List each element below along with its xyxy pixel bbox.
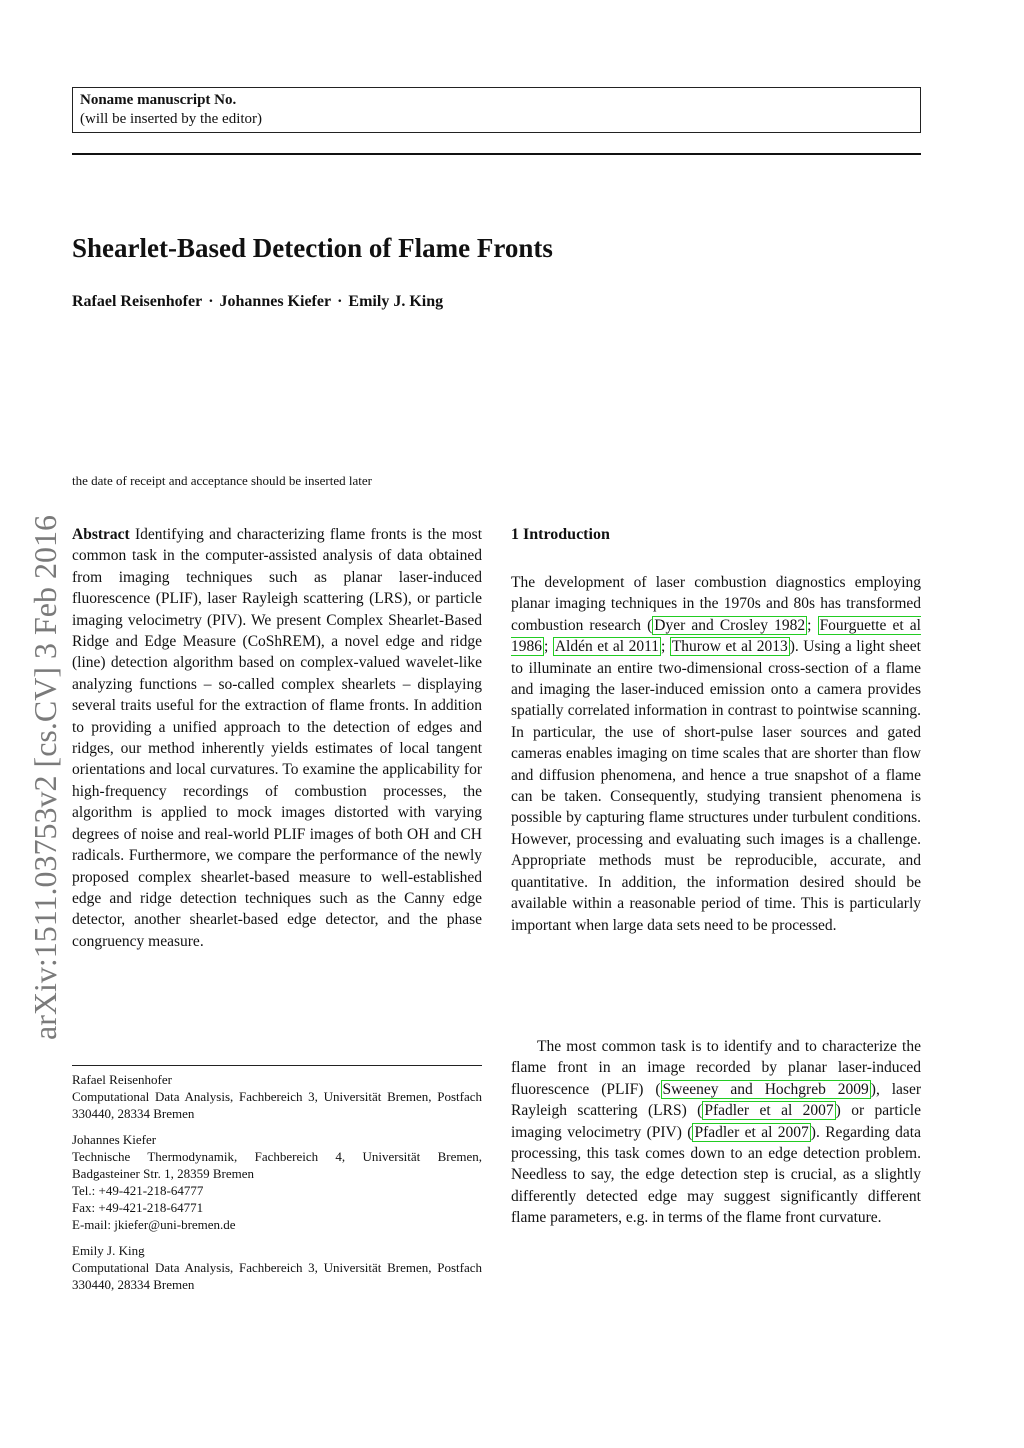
- author-name: Rafael Reisenhofer: [72, 293, 203, 310]
- affiliation-block: [72, 1131, 482, 1233]
- paragraph-text: The most common task is to identify and to characterize the flame front in an image recorded by planar laser-induced fluorescence (PLIF) (: [511, 1038, 921, 1098]
- paper-title: Shearlet-Based Detection of Flame Fronts: [72, 233, 553, 263]
- footnote-rule: [72, 1065, 482, 1066]
- abstract: [72, 524, 482, 952]
- author-separator: ·: [208, 293, 214, 310]
- paragraph-text: ). Regarding data processing, this task comes down to an edge detection problem. Needless to say, the edge detection step is crucial, as a slightly differently detected edge may suggest significantly different flame parameters, e.g. in terms of the flame front curvature.: [511, 1123, 921, 1227]
- citation-link[interactable]: Pfadler et al 2007: [694, 1123, 809, 1141]
- citation-link[interactable]: Sweeney and Hochgreb 2009: [662, 1080, 869, 1098]
- affiliation-line: Computational Data Analysis, Fachbereich 3, Universität Bremen, Postfach 330440, 28334 Bremen: [72, 1089, 482, 1121]
- paragraph-text: ). Using a light sheet to illuminate an entire two-dimensional cross-section of a flame and imaging the laser-induced emission onto a camera provides spatially correlated information in contrast to pointwise scanning. In particular, the use of short-pulse laser sources and gated cameras enables imaging on time scales that are shorter than flow and diffusion phenomena, and hence a true snapshot of a flame can be taken. Consequently, studying transient phenomena is possible by capturing flame structures under turbulent conditions. However, processing and evaluating such images is a challenge. Appropriate methods must be reproducible, accurate, and quantitative. In addition, the information desired should be available within a reasonable period of time. This is particularly important when large data sets need to be processed.: [511, 638, 921, 934]
- abstract-text: Identifying and characterizing flame fronts is the most common task in the computer-assisted analysis of data obtained from imaging techniques such as planar laser-induced fluorescence (PLIF), laser Rayleigh scattering (LRS), or particle imaging velocimetry (PIV). We present Complex Shearlet-Based Ridge and Edge Measure (CoShREM), a novel edge and ridge (line) detection algorithm based on complex-valued wavelet-like analyzing functions – so-called complex shearlets – displaying several traits useful for the extraction of flame fronts. In addition to providing a unified approach to the detection of edges and ridges, our method inherently yields estimates of local tangent orientations and local curvatures. To examine the applicability for high-frequency recordings of combustion processes, the algorithm is applied to mock images distorted with varying degrees of noise and real-world PLIF images of both OH and CH radicals. Furthermore, we compare the performance of the newly proposed complex shearlet-based measure to well-established edge and ridge detection techniques such as the Canny edge detector, another shearlet-based edge detector, and the phase congruency measure.: [72, 526, 483, 950]
- affiliation-line: Tel.: +49-421-218-64777: [72, 1183, 204, 1198]
- abstract-label: Abstract: [72, 526, 130, 543]
- header-rule: [72, 153, 921, 155]
- affiliation-name: Rafael Reisenhofer: [72, 1072, 172, 1087]
- author-list: [72, 292, 443, 312]
- editor-note: (will be inserted by the editor): [80, 111, 263, 127]
- citation-separator: ;: [544, 638, 553, 656]
- date-note: the date of receipt and acceptance should be inserted later: [72, 473, 372, 488]
- affiliation-line: Technische Thermodynamik, Fachbereich 4, Universität Bremen, Badgasteiner Str. 1, 28359 Bremen: [72, 1149, 482, 1181]
- paragraph-text: ) or particle imaging velocimetry (PIV) (: [511, 1102, 921, 1141]
- citation-link[interactable]: Pfadler et al 2007: [704, 1102, 834, 1120]
- intro-paragraph-2: [511, 1036, 921, 1229]
- paragraph-text: ), laser Rayleigh scattering (LRS) (: [511, 1080, 922, 1120]
- author-separator: ·: [337, 293, 343, 310]
- citation-separator: ;: [661, 638, 670, 656]
- affiliation-line: Fax: +49-421-218-64771: [72, 1200, 204, 1215]
- manuscript-header-box: [72, 87, 921, 133]
- affiliation-email: E-mail: jkiefer@uni-bremen.de: [72, 1217, 236, 1232]
- citation-link[interactable]: Fourguette et al 1986: [511, 616, 921, 656]
- manuscript-label: Noname manuscript No.: [80, 92, 237, 108]
- affiliation-block: [72, 1242, 482, 1293]
- arxiv-stamp: arXiv:1511.03753v2 [cs.CV] 3 Feb 2016: [27, 515, 63, 1040]
- author-name: Johannes Kiefer: [219, 293, 332, 310]
- affiliation-name: Emily J. King: [72, 1243, 145, 1258]
- citation-separator: ;: [807, 616, 818, 634]
- affiliation-block: [72, 1071, 482, 1122]
- affiliation-name: Johannes Kiefer: [72, 1132, 157, 1147]
- paragraph-text: The development of laser combustion diagnostics employing planar imaging techniques in the 1970s and 80s has transformed combustion research (: [511, 574, 921, 634]
- section-heading: 1 Introduction: [511, 526, 610, 543]
- citation-link[interactable]: Dyer and Crosley 1982: [654, 616, 806, 634]
- citation-link[interactable]: Aldén et al 2011: [554, 638, 659, 656]
- author-name: Emily J. King: [348, 293, 444, 310]
- intro-paragraph-1: [511, 572, 921, 936]
- affiliation-line: Computational Data Analysis, Fachbereich 3, Universität Bremen, Postfach 330440, 28334 Bremen: [72, 1260, 482, 1292]
- citation-link[interactable]: Thurow et al 2013: [671, 638, 788, 656]
